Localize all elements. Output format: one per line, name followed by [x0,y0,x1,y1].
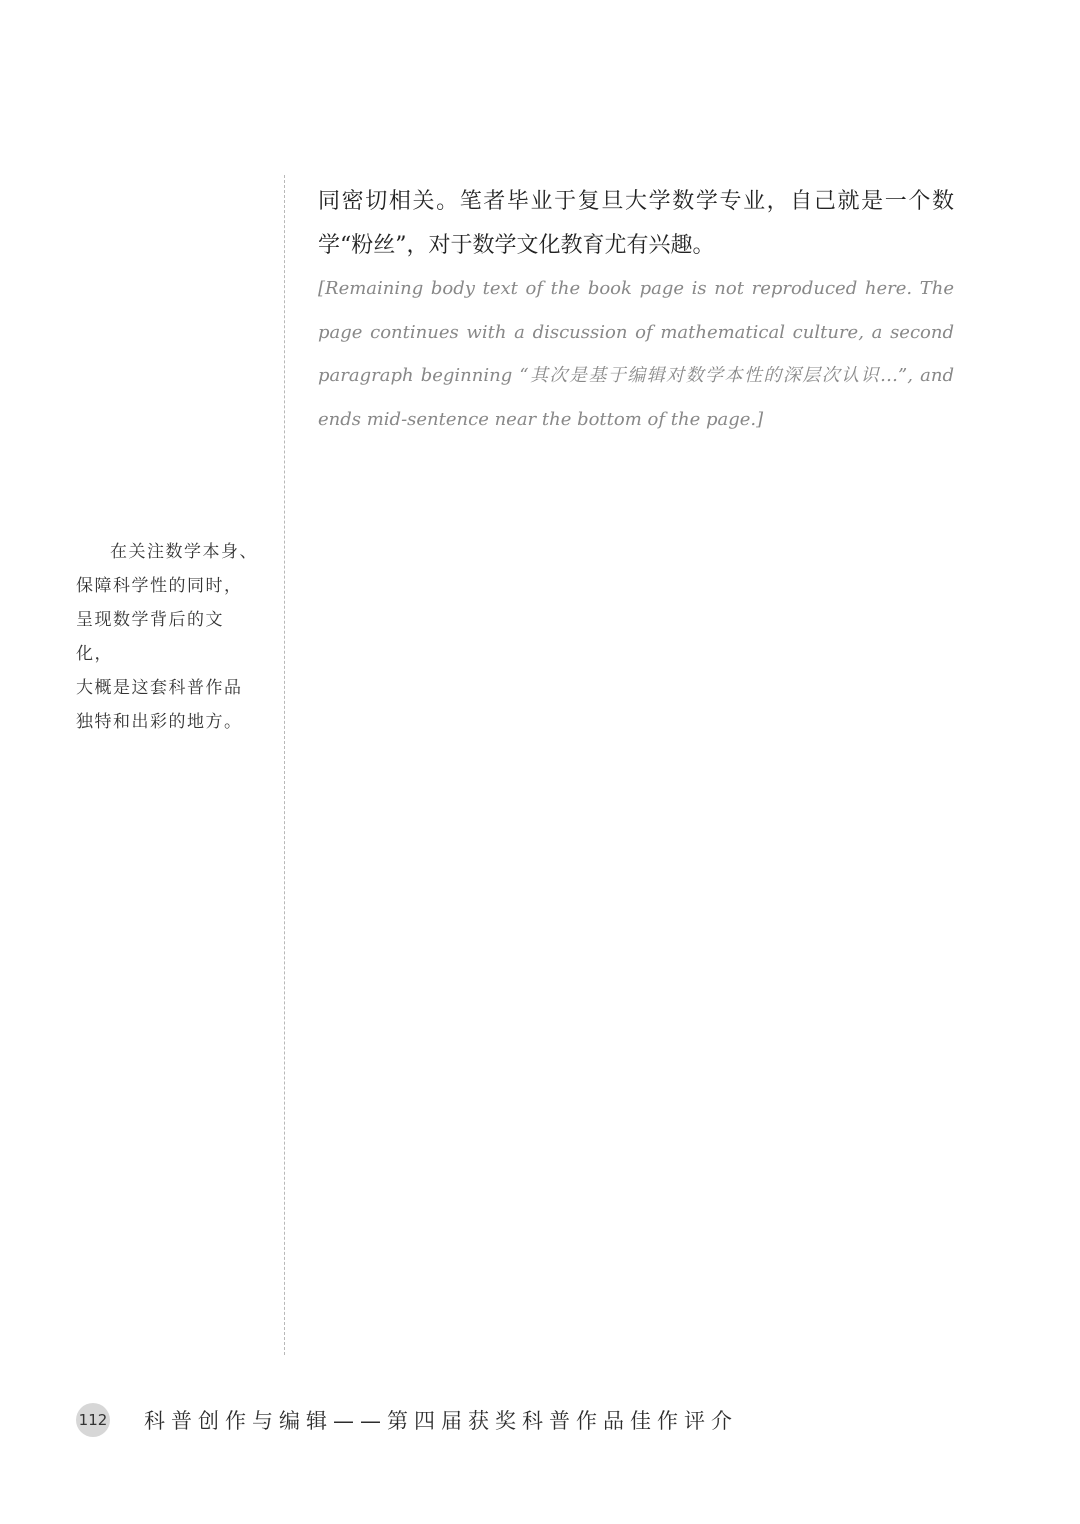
body-excerpt: 同密切相关。笔者毕业于复旦大学数学专业，自己就是一个数学“粉丝”，对于数学文化教育尤有兴趣。 [318,189,954,258]
main-text-column [318,180,954,442]
margin-note-line: 在关注数学本身、 [110,542,258,562]
body-omitted-note: [Remaining body text of the book page is not reproduced here. The page continues with a discussion of mathematical culture, a second paragraph beginning “其次是基于编辑对数学本性的深层次认识…”, and ends mid-sentence near the bottom of the page.] [318,278,954,430]
page-footer [76,1402,738,1438]
margin-note [76,535,258,739]
margin-note-line: 独特和出彩的地方。 [76,712,243,732]
margin-note-line: 保障科学性的同时， [76,576,243,596]
margin-note-line: 大概是这套科普作品 [76,678,243,698]
column-divider [284,175,286,1355]
margin-note-line: 呈现数学背后的文化， [76,610,224,664]
running-title: 科普创作与编辑——第四届获奖科普作品佳作评介 [144,1409,738,1433]
page-number-badge: 112 [76,1403,110,1437]
